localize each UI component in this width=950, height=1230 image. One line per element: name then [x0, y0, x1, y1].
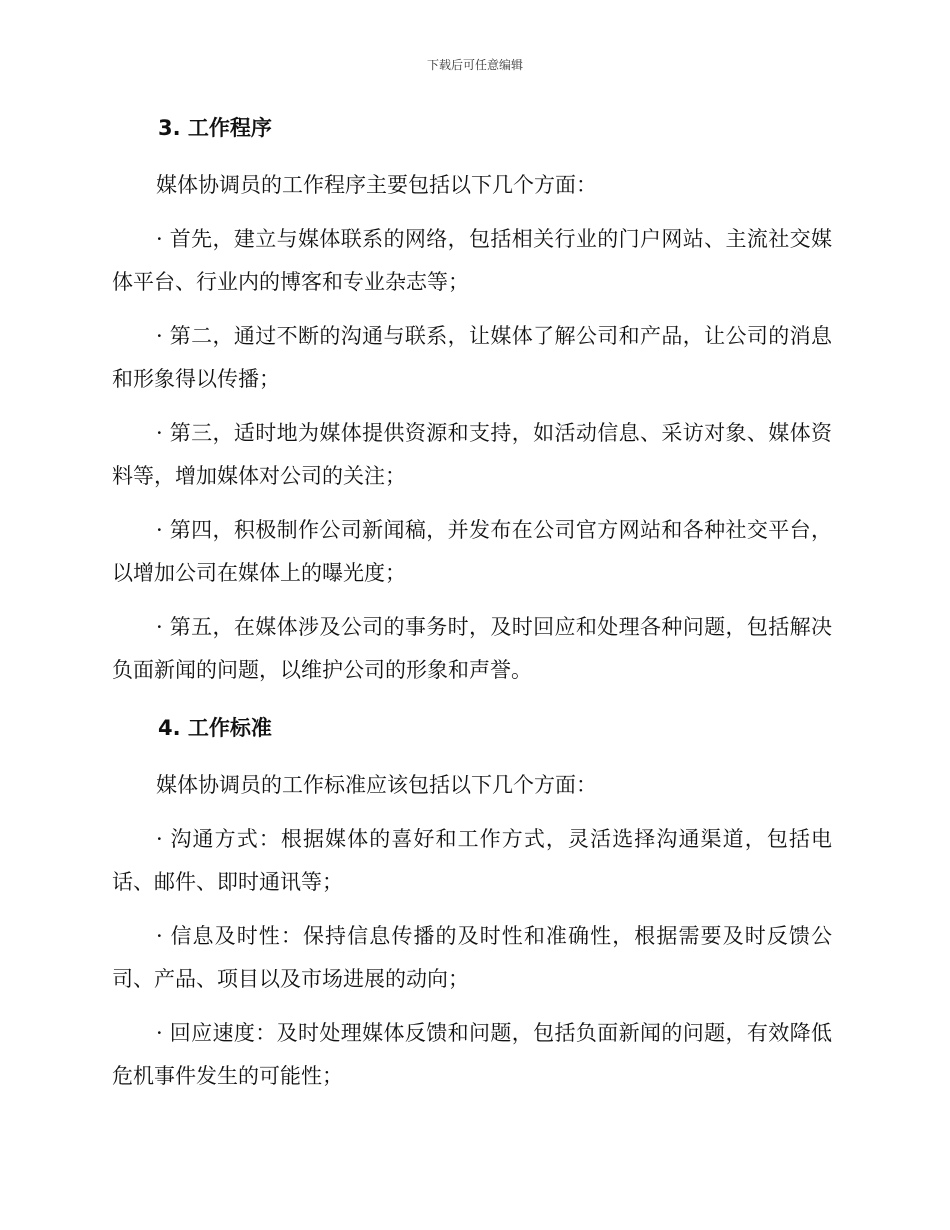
- section-intro: 媒体协调员的工作程序主要包括以下几个方面：: [156, 173, 597, 197]
- section-heading: 3. 工作程序: [158, 116, 272, 140]
- list-item: · 首先，建立与媒体联系的网络，包括相关行业的门户网站、主流社交媒体平台、行业内的博客和专业杂志等；: [112, 227, 832, 294]
- list-item: · 第五，在媒体涉及公司的事务时，及时回应和处理各种问题，包括解决负面新闻的问题，以维护公司的形象和声誉。: [112, 615, 832, 682]
- document-body: [112, 110, 832, 1098]
- list-item: · 第三，适时地为媒体提供资源和支持，如活动信息、采访对象、媒体资料等，增加媒体对公司的关注；: [112, 421, 832, 488]
- section-heading: 4. 工作标准: [158, 716, 272, 740]
- list-item: · 第四，积极制作公司新闻稿，并发布在公司官方网站和各种社交平台，以增加公司在媒体上的曝光度；: [112, 518, 832, 585]
- list-item: · 第二，通过不断的沟通与联系，让媒体了解公司和产品，让公司的消息和形象得以传播；: [112, 324, 832, 391]
- list-item: · 信息及时性：保持信息传播的及时性和准确性，根据需要及时反馈公司、产品、项目以及市场进展的动向；: [112, 924, 832, 991]
- list-item: · 沟通方式：根据媒体的喜好和工作方式，灵活选择沟通渠道，包括电话、邮件、即时通讯等；: [112, 827, 832, 894]
- section-intro: 媒体协调员的工作标准应该包括以下几个方面：: [156, 773, 597, 797]
- page-header-note: 下载后可任意编辑: [426, 58, 523, 72]
- list-item: · 回应速度：及时处理媒体反馈和问题，包括负面新闻的问题，有效降低危机事件发生的可能性；: [112, 1021, 832, 1088]
